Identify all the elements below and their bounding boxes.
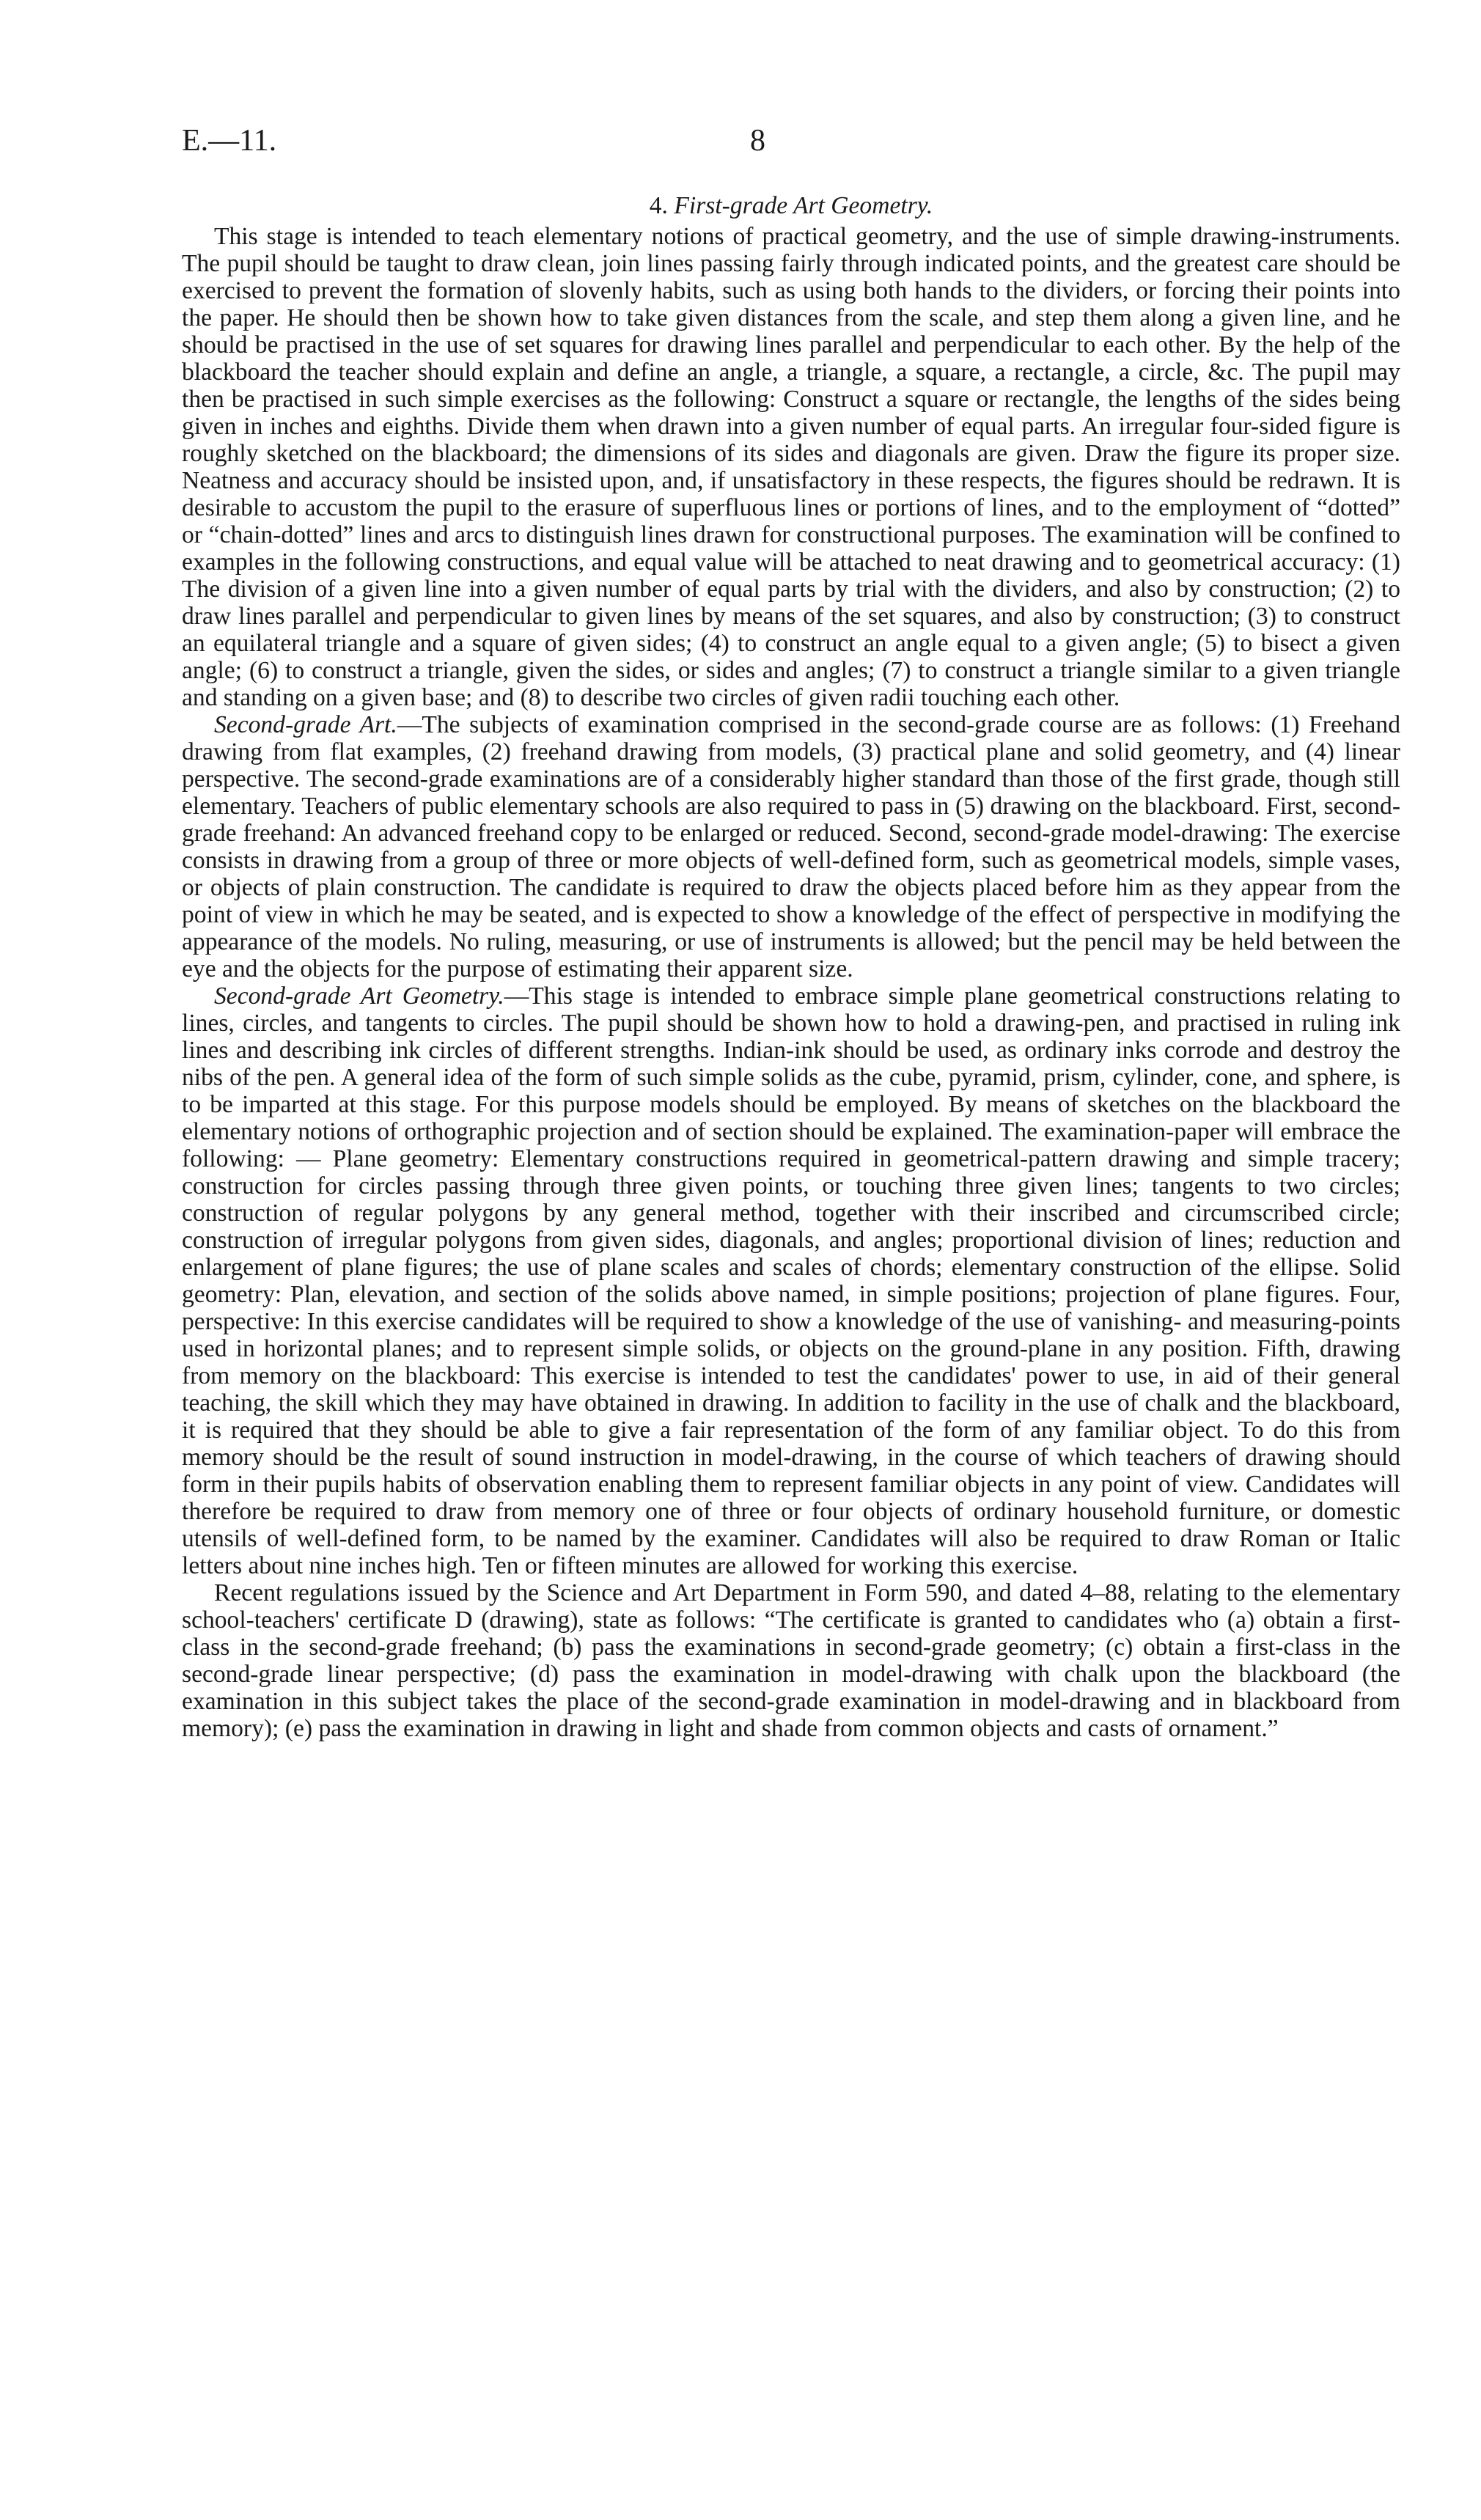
page-number: 8	[750, 124, 765, 158]
paragraph-text: Recent regulations issued by the Science and Art Department in Form 590, and dated 4–88, relating to the elementary school-teachers' certificate D (drawing), state as follows: “The certificate is granted to candidates who (a) obtain a first-class in the second-grade freehand; (b) pass the examinations in second-grade geometry; (c) obtain a first-class in the second-grade linear perspective; (d) pass the examination in model-drawing with chalk upon the blackboard (the examination in this subject takes the place of the second-grade examination in model-drawing and in blackboard from memory); (e) pass the examination in drawing in light and shade from common objects and casts of ornament.”	[182, 1579, 1400, 1742]
section-title: First-grade Art Geometry.	[674, 192, 933, 219]
section-heading	[182, 192, 1400, 219]
document-code: E.—11.	[182, 124, 277, 158]
running-head	[0, 123, 1481, 167]
paragraph-first-grade-geometry	[182, 223, 1400, 711]
paragraph-recent-regulations	[182, 1579, 1400, 1742]
paragraph-text: —The subjects of examination comprised in the second-grade course are as follows: (1) Freehand drawing from flat examples, (2) freehand drawing from models, (3) practical plane and solid geometry, and (4) linear perspective. The second-grade examinations are of a considerably higher standard than those of the first grade, though still elementary. Teachers of public elementary schools are also required to pass in (5) drawing on the blackboard. First, second-grade freehand: An advanced freehand copy to be enlarged or reduced. Second, second-grade model-drawing: The exercise consists in drawing from a group of three or more objects of well-defined form, such as geometrical models, simple vases, or objects of plain construction. The candidate is required to draw the objects placed before him as they appear from the point of view in which he may be seated, and is expected to show a knowledge of the effect of perspective in modifying the appearance of the models. No ruling, measuring, or use of instruments is allowed; but the pencil may be held between the eye and the objects for the purpose of estimating their apparent size.	[182, 711, 1400, 982]
run-in-heading: Second-grade Art.	[214, 711, 397, 738]
paragraph-second-grade-art	[182, 711, 1400, 982]
body-text	[182, 192, 1400, 1742]
section-number: 4.	[649, 192, 668, 219]
paragraph-text: —This stage is intended to embrace simple plane geometrical constructions relating to lines, circles, and tangents to circles. The pupil should be shown how to hold a drawing-pen, and practised in ruling ink lines and describing ink circles of different strengths. Indian-ink should be used, as ordinary inks corrode and destroy the nibs of the pen. A general idea of the form of such simple solids as the cube, pyramid, prism, cylinder, cone, and sphere, is to be imparted at this stage. For this purpose models should be employed. By means of sketches on the blackboard the elementary notions of orthographic projection and of section should be explained. The examination-paper will embrace the following: — Plane geometry: Elementary constructions required in geometrical-pattern drawing and simple tracery; construction for circles passing through three given points, or touching three given lines; tangents to two circles; construction of regular polygons by any general method, together with their inscribed and circumscribed circle; construction of irregular polygons from given sides, diagonals, and angles; proportional division of lines; reduction and enlargement of plane figures; the use of plane scales and scales of chords; elementary construction of the ellipse. Solid geometry: Plan, elevation, and section of the solids above named, in simple positions; projection of plane figures. Four, perspective: In this exercise candidates will be required to show a knowledge of the use of vanishing- and measuring-points used in horizontal planes; and to represent simple solids, or objects on the ground-plane in any position. Fifth, drawing from memory on the blackboard: This exercise is intended to test the candidates' power to use, in aid of their general teaching, the skill which they may have obtained in drawing. In addition to facility in the use of chalk and the blackboard, it is required that they should be able to give a fair representation of the form of any familiar object. To do this from memory should be the result of sound instruction in model-drawing, in the course of which teachers of drawing should form in their pupils habits of observation enabling them to represent familiar objects in any point of view. Candidates will therefore be required to draw from memory one of three or four objects of ordinary household furniture, or domestic utensils of well-defined form, to be named by the examiner. Candidates will also be required to draw Roman or Italic letters about nine inches high. Ten or fifteen minutes are allowed for working this exercise.	[182, 982, 1401, 1579]
paragraph-text: This stage is intended to teach elementary notions of practical geometry, and the use of simple drawing-instruments. The pupil should be taught to draw clean, join lines passing fairly through indicated points, and the greatest care should be exercised to prevent the formation of slovenly habits, such as using both hands to the dividers, or forcing their points into the paper. He should then be shown how to take given distances from the scale, and step them along a given line, and he should be practised in the use of set squares for drawing lines parallel and perpendicular to each other. By the help of the blackboard the teacher should explain and define an angle, a triangle, a square, a rectangle, a circle, &c. The pupil may then be practised in such simple exercises as the following: Construct a square or rectangle, the lengths of the sides being given in inches and eighths. Divide them when drawn into a given number of equal parts. An irregular four-sided figure is roughly sketched on the blackboard; the dimensions of its sides and diagonals are given. Draw the figure its proper size. Neatness and accuracy should be insisted upon, and, if unsatisfactory in these respects, the figures should be redrawn. It is desirable to accustom the pupil to the erasure of superfluous lines or portions of lines, and to the employment of “dotted” or “chain-dotted” lines and arcs to distinguish lines drawn for constructional purposes. The examination will be confined to examples in the following constructions, and equal value will be attached to neat drawing and to geometrical accuracy: (1) The division of a given line into a given number of equal parts by trial with the dividers, and also by construction; (2) to draw lines parallel and perpendicular to given lines by means of the set squares, and also by construction; (3) to construct an equilateral triangle and a square of given sides; (4) to construct an angle equal to a given angle; (5) to bisect a given angle; (6) to construct a triangle, given the sides, or sides and angles; (7) to construct a triangle similar to a given triangle and standing on a given base; and (8) to describe two circles of given radii touching each other.	[182, 223, 1400, 711]
run-in-heading: Second-grade Art Geometry.	[214, 982, 504, 1010]
paragraph-second-grade-geometry	[182, 982, 1400, 1579]
